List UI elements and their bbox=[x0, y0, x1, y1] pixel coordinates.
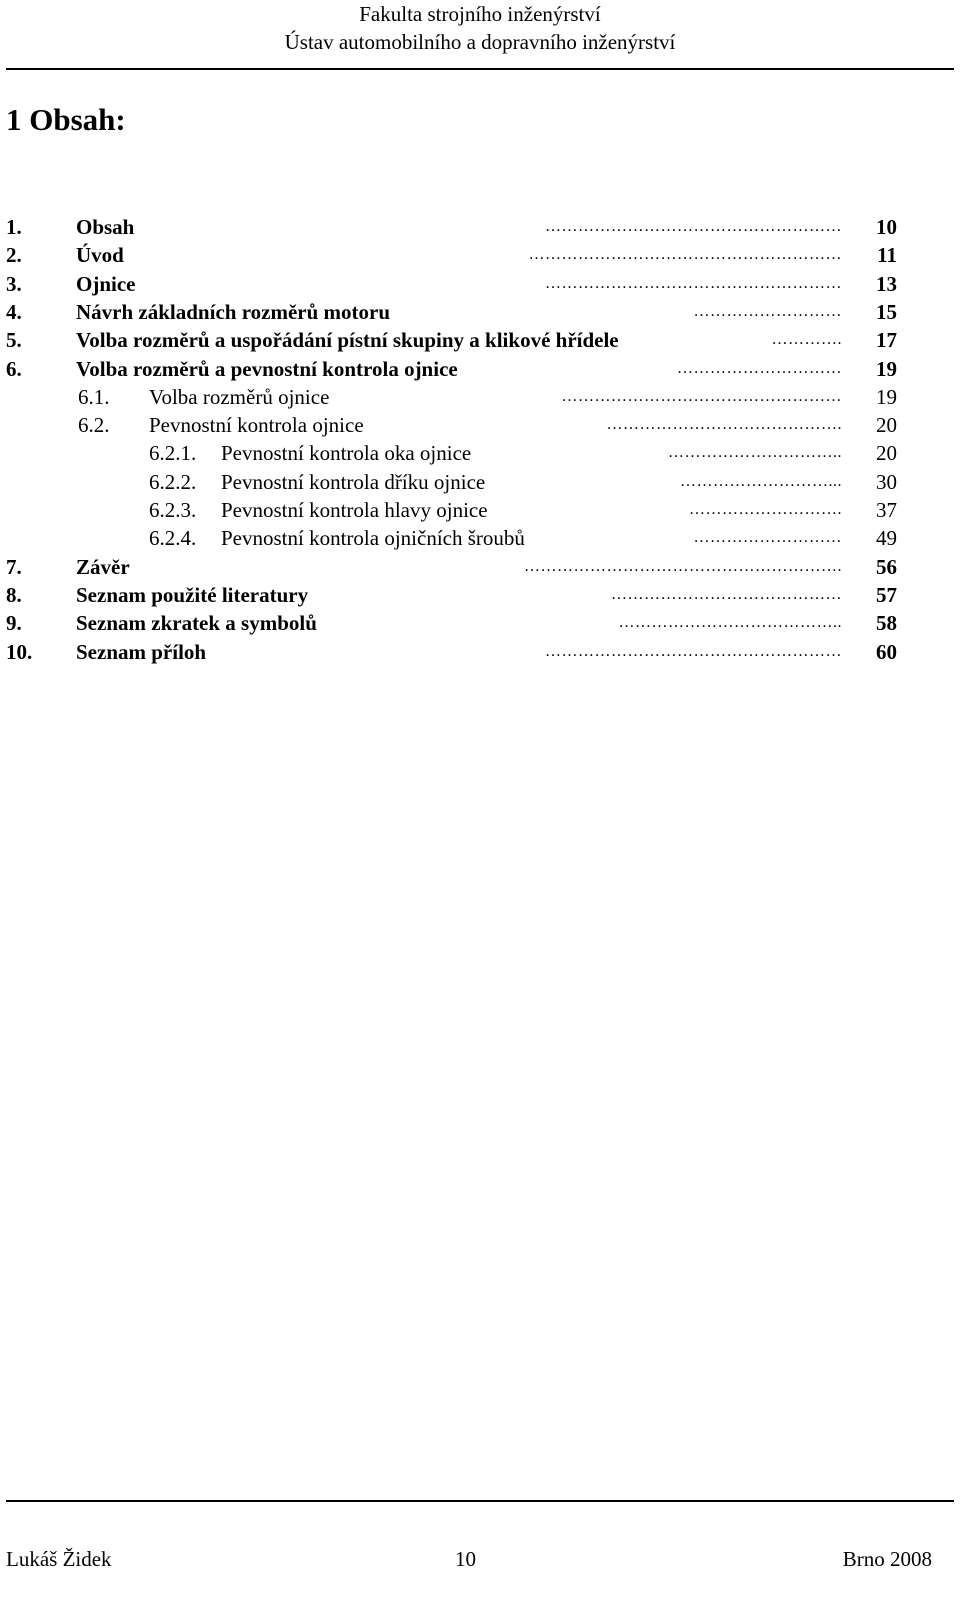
toc-entry-number: 4. bbox=[6, 300, 22, 324]
toc-entry-page: 57 bbox=[876, 583, 897, 607]
toc-entry-number: 1. bbox=[6, 215, 22, 239]
toc-entry-title: Pevnostní kontrola ojničních šroubů bbox=[221, 526, 525, 550]
toc-entry-number: 6.2.1. bbox=[149, 441, 197, 465]
toc-entry-number: 5. bbox=[6, 328, 22, 352]
toc-entry-page: 15 bbox=[876, 300, 897, 324]
toc-entry-page: 19 bbox=[876, 385, 897, 409]
toc-entry-number: 8. bbox=[6, 583, 22, 607]
footer-page-number: 10 bbox=[455, 1547, 476, 1571]
toc-entry[interactable] bbox=[0, 439, 960, 467]
toc-entry[interactable] bbox=[0, 496, 960, 524]
toc-entry-leader: ………………………… bbox=[677, 360, 842, 377]
toc-entry-page: 58 bbox=[876, 611, 897, 635]
toc-entry-page: 20 bbox=[876, 441, 897, 465]
toc-entry[interactable] bbox=[0, 383, 960, 411]
toc-entry-page: 19 bbox=[876, 357, 897, 381]
institute-name: Ústav automobilního a dopravního inženýrství bbox=[284, 30, 676, 54]
toc-entry-title: Pevnostní kontrola ojnice bbox=[149, 413, 364, 437]
toc-entry-leader: ………………………………….. bbox=[618, 614, 842, 631]
footer-place-year: Brno 2008 bbox=[842, 1547, 932, 1571]
toc-entry-leader: ……………………… bbox=[693, 529, 842, 546]
toc-entry[interactable] bbox=[0, 298, 960, 326]
page-footer bbox=[0, 1545, 960, 1573]
toc-entry-leader: …………. bbox=[771, 331, 842, 348]
toc-entry-title: Pevnostní kontrola dříku ojnice bbox=[221, 470, 486, 494]
toc-entry-page: 49 bbox=[876, 526, 897, 550]
toc-entry-leader: ………………………………………………… bbox=[528, 246, 842, 263]
toc-entry-leader: ……………………… bbox=[693, 303, 842, 320]
toc-entry-page: 10 bbox=[876, 215, 897, 239]
toc-entry-number: 7. bbox=[6, 555, 22, 579]
toc-entry[interactable] bbox=[0, 213, 960, 241]
toc-entry-number: 6.2.2. bbox=[149, 470, 197, 494]
toc-entry-page: 37 bbox=[876, 498, 897, 522]
toc-entry-leader: …………………………………………… bbox=[561, 388, 842, 405]
toc-entry[interactable] bbox=[0, 326, 960, 354]
toc-entry-number: 6.2.4. bbox=[149, 526, 197, 550]
toc-entry-title: Závěr bbox=[76, 555, 130, 579]
toc-entry-title: Návrh základních rozměrů motoru bbox=[76, 300, 391, 324]
toc-entry-leader: ……………………………………………… bbox=[545, 218, 842, 235]
toc-entry-title: Pevnostní kontrola hlavy ojnice bbox=[221, 498, 488, 522]
footer-rule bbox=[6, 1500, 954, 1502]
toc-entry[interactable] bbox=[0, 270, 960, 298]
faculty-name: Fakulta strojního inženýrství bbox=[359, 2, 601, 26]
toc-entry-title: Volba rozměrů a uspořádání pístní skupiny a klikové hřídele bbox=[76, 328, 619, 352]
toc-entry-leader: ………………………. bbox=[689, 501, 842, 518]
toc-entry[interactable] bbox=[0, 355, 960, 383]
toc-entry[interactable] bbox=[0, 524, 960, 552]
page-title: 1 Obsah: bbox=[6, 102, 126, 137]
toc-entry-leader: ……………………………………………… bbox=[545, 275, 842, 292]
toc-entry[interactable] bbox=[0, 468, 960, 496]
toc-entry-page: 20 bbox=[876, 413, 897, 437]
toc-entry-page: 13 bbox=[876, 272, 897, 296]
toc-entry-leader: ……………………………………………… bbox=[545, 643, 842, 660]
toc-entry-page: 60 bbox=[876, 640, 897, 664]
toc-entry-number: 6.1. bbox=[78, 385, 110, 409]
toc-entry-title: Ojnice bbox=[76, 272, 136, 296]
footer-author: Lukáš Židek bbox=[6, 1547, 112, 1571]
toc-entry-leader: ……………………………………. bbox=[606, 416, 842, 433]
toc-entry[interactable] bbox=[0, 553, 960, 581]
toc-entry-page: 30 bbox=[876, 470, 897, 494]
toc-entry-number: 9. bbox=[6, 611, 22, 635]
toc-entry[interactable] bbox=[0, 638, 960, 666]
toc-entry[interactable] bbox=[0, 609, 960, 637]
toc-entry-title: Seznam zkratek a symbolů bbox=[76, 611, 317, 635]
header-rule bbox=[6, 68, 954, 70]
toc-entry-title: Seznam příloh bbox=[76, 640, 207, 664]
toc-entry-number: 6. bbox=[6, 357, 22, 381]
toc-entry-title: Volba rozměrů ojnice bbox=[149, 385, 330, 409]
toc-entry-title: Pevnostní kontrola oka ojnice bbox=[221, 441, 472, 465]
toc-entry[interactable] bbox=[0, 581, 960, 609]
toc-entry-title: Úvod bbox=[76, 243, 124, 267]
toc-entry-title: Seznam použité literatury bbox=[76, 583, 309, 607]
toc-entry-number: 2. bbox=[6, 243, 22, 267]
toc-entry[interactable] bbox=[0, 241, 960, 269]
toc-entry-number: 3. bbox=[6, 272, 22, 296]
toc-entry-leader: ………………………... bbox=[680, 473, 842, 490]
toc-entry-title: Obsah bbox=[76, 215, 135, 239]
toc-entry-number: 10. bbox=[6, 640, 33, 664]
toc-entry-leader: …………………………………… bbox=[611, 586, 842, 603]
toc-entry-page: 56 bbox=[876, 555, 897, 579]
toc-entry-title: Volba rozměrů a pevnostní kontrola ojnice bbox=[76, 357, 458, 381]
toc-entry-leader: ………………………….. bbox=[668, 444, 842, 461]
toc-entry-number: 6.2.3. bbox=[149, 498, 197, 522]
toc-entry-page: 17 bbox=[876, 328, 897, 352]
toc-entry-page: 11 bbox=[877, 243, 897, 267]
toc-entry[interactable] bbox=[0, 411, 960, 439]
toc-entry-number: 6.2. bbox=[78, 413, 110, 437]
toc-entry-leader: …………………………………………………. bbox=[524, 558, 842, 575]
